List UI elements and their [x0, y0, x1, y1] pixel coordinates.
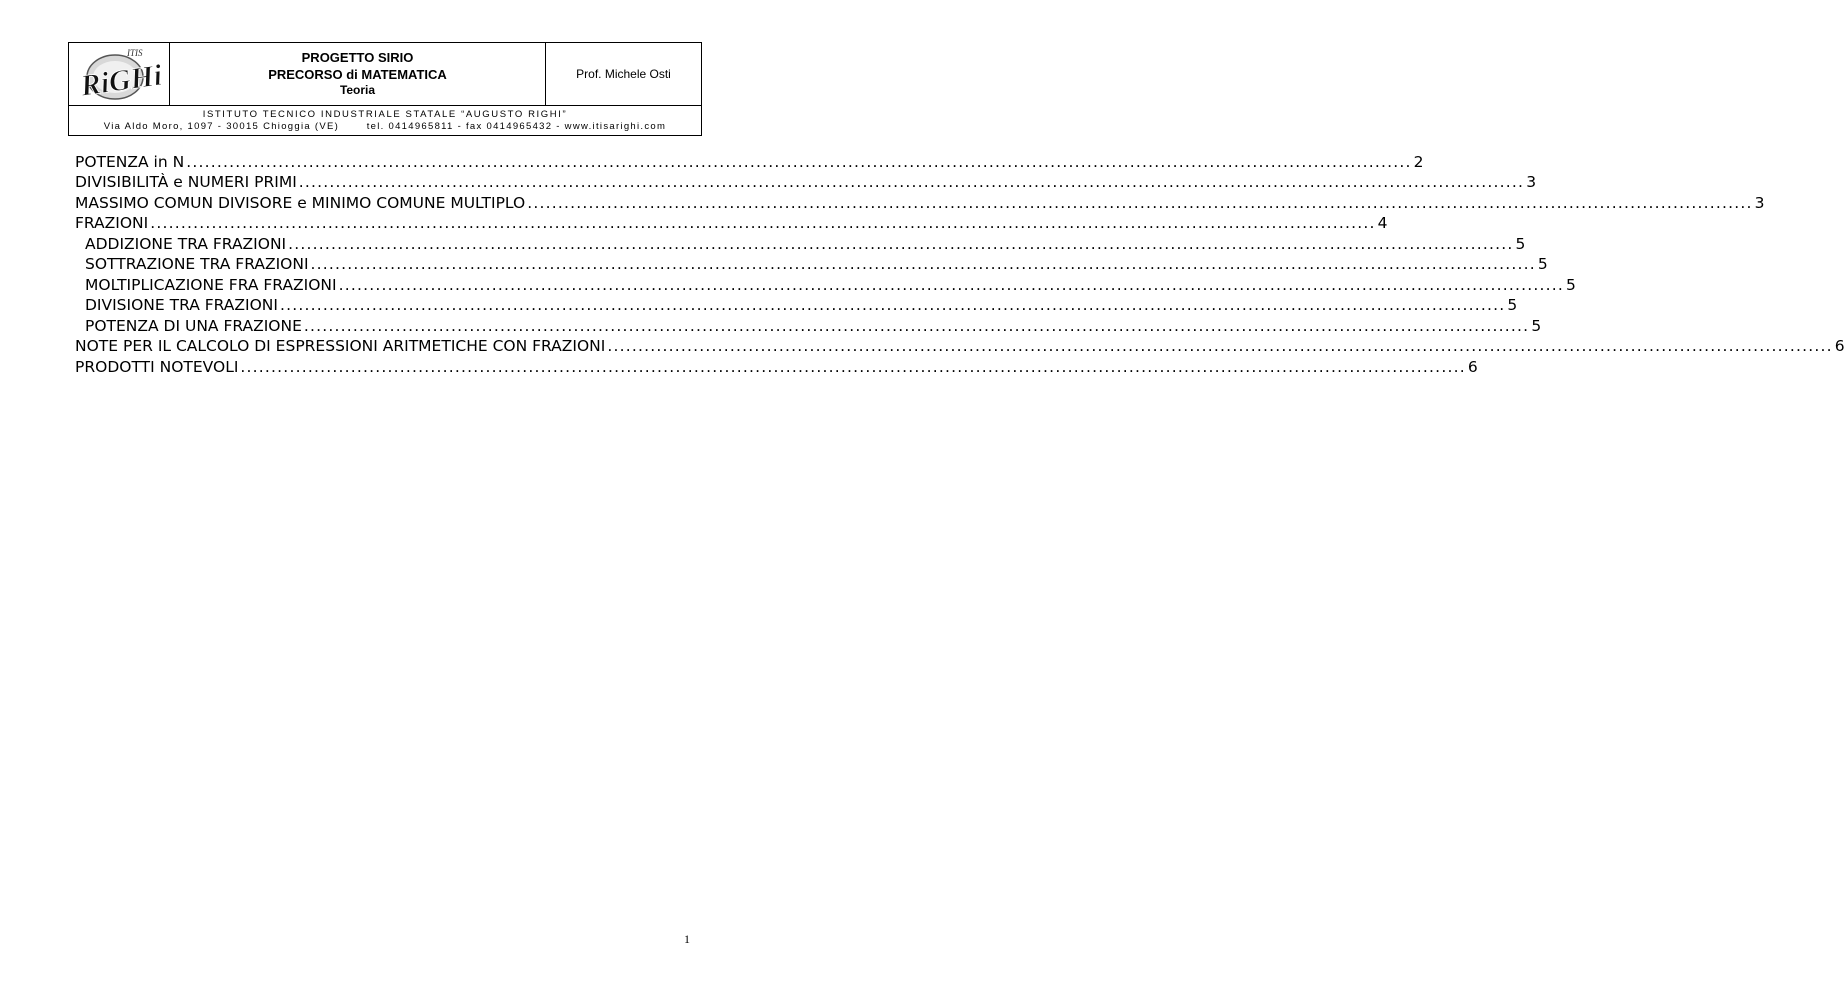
- toc-entry[interactable]: [75, 213, 1388, 234]
- author-cell: [546, 43, 701, 105]
- toc-entry[interactable]: [75, 274, 1576, 295]
- title-cell: [170, 43, 546, 105]
- toc-entry-page: 6: [1834, 337, 1845, 355]
- toc-entry[interactable]: [75, 172, 1537, 193]
- document-header: [68, 42, 702, 136]
- institute-address: Via Aldo Moro, 1097 - 30015 Chioggia (VE): [103, 121, 340, 132]
- toc-entry-title: MASSIMO COMUN DIVISORE e MINIMO COMUNE MULTIPLO: [75, 193, 526, 212]
- toc-entry-page: 5: [1566, 275, 1576, 294]
- institute-contacts: [69, 121, 701, 133]
- toc-entry-title: NOTE PER IL CALCOLO DI ESPRESSIONI ARITMETICHE CON FRAZIONI: [75, 337, 606, 355]
- toc-dot-leader: ........................................................................................................................................................................................................: [150, 214, 1376, 232]
- toc-entry-page: 5: [1507, 296, 1518, 314]
- toc-entry[interactable]: [75, 295, 1518, 316]
- toc-entry-title: FRAZIONI: [75, 214, 149, 232]
- table-of-contents: [75, 151, 1845, 377]
- toc-entry-title: PRODOTTI NOTEVOLI: [75, 357, 239, 376]
- itis-righi-logo: [69, 43, 169, 105]
- institute-name: ISTITUTO TECNICO INDUSTRIALE STATALE “AUGUSTO RIGHI”: [202, 109, 568, 120]
- toc-entry-page: 6: [1467, 357, 1478, 376]
- course-title: PRECORSO di MATEMATICA: [268, 67, 447, 82]
- toc-entry[interactable]: [75, 151, 1424, 172]
- toc-entry[interactable]: [75, 336, 1845, 357]
- toc-entry-page: 4: [1377, 214, 1388, 232]
- toc-entry[interactable]: [75, 192, 1765, 213]
- toc-entry-page: 5: [1537, 255, 1548, 273]
- toc-entry-title: POTENZA in N: [75, 152, 185, 171]
- toc-entry[interactable]: [75, 315, 1542, 336]
- toc-entry-title: ADDIZIONE TRA FRAZIONI: [85, 234, 287, 253]
- section-title: Teoria: [339, 83, 376, 97]
- toc-entry-title: MOLTIPLICAZIONE FRA FRAZIONI: [85, 275, 337, 294]
- toc-entry-title: POTENZA DI UNA FRAZIONE: [85, 316, 302, 335]
- toc-entry[interactable]: [75, 233, 1526, 254]
- header-top-row: [69, 43, 701, 106]
- toc-dot-leader: ........................................................................................................................................................................................................: [607, 337, 1833, 355]
- author-name: Prof. Michele Osti: [576, 67, 671, 81]
- toc-entry-page: 2: [1413, 152, 1424, 171]
- toc-dot-leader: ........................................................................................................................................................................................................: [310, 255, 1536, 273]
- toc-dot-leader: ........................................................................................................................................................................................................: [298, 173, 1525, 191]
- svg-text:ITIS: ITIS: [127, 48, 143, 58]
- toc-dot-leader: ........................................................................................................................................................................................................: [279, 296, 1506, 314]
- project-title: PROGETTO SIRIO: [301, 50, 414, 65]
- toc-dot-leader: ........................................................................................................................................................................................................: [303, 316, 1530, 335]
- header-institute-row: [69, 106, 701, 135]
- toc-entry-title: DIVISIBILITÀ e NUMERI PRIMI: [75, 173, 297, 191]
- toc-entry-page: 3: [1754, 193, 1765, 212]
- logo-cell: [69, 43, 170, 105]
- toc-entry[interactable]: [75, 356, 1478, 377]
- toc-entry-page: 3: [1526, 173, 1537, 191]
- toc-dot-leader: ........................................................................................................................................................................................................: [186, 152, 1412, 171]
- toc-dot-leader: ........................................................................................................................................................................................................: [288, 234, 1514, 253]
- toc-entry-title: SOTTRAZIONE TRA FRAZIONI: [85, 255, 309, 273]
- toc-dot-leader: ........................................................................................................................................................................................................: [527, 193, 1753, 212]
- institute-phone-web: tel. 0414965811 - fax 0414965432 - www.itisarighi.com: [366, 121, 667, 132]
- toc-entry-page: 5: [1515, 234, 1526, 253]
- toc-entry-page: 5: [1531, 316, 1542, 335]
- toc-entry-title: DIVISIONE TRA FRAZIONI: [85, 296, 278, 314]
- toc-dot-leader: ........................................................................................................................................................................................................: [338, 275, 1565, 294]
- toc-entry[interactable]: [75, 254, 1548, 275]
- svg-text:RiGHi: RiGHi: [78, 58, 165, 103]
- toc-dot-leader: ........................................................................................................................................................................................................: [240, 357, 1466, 376]
- page-number: 1: [684, 932, 690, 946]
